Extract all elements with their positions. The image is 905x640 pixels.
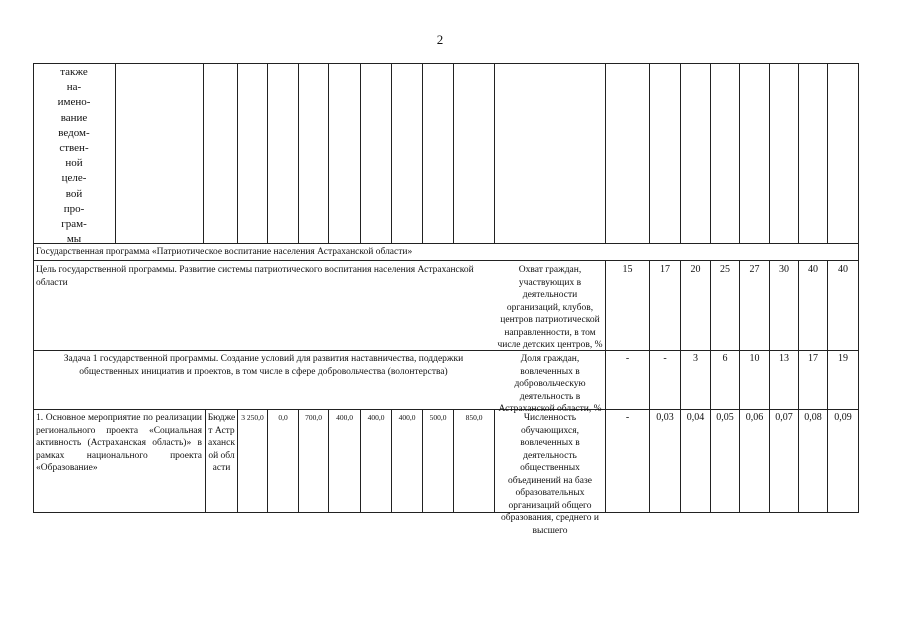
finance-value: 3 250,0 [241, 413, 264, 422]
header-word: целе- [61, 172, 87, 185]
activity-value: 0,09 [834, 412, 852, 423]
header-word: ной [65, 157, 83, 170]
finance-value: 500,0 [429, 413, 447, 422]
header-word: про- [63, 202, 85, 215]
goal-value: 25 [720, 264, 730, 275]
activity-value: 0,03 [656, 412, 674, 423]
task-value: - [663, 353, 667, 364]
activity-value: - [625, 412, 630, 423]
task-value: 6 [722, 353, 728, 364]
activity-indicator: Численность обучающихся, вовлеченных в деятельность общественных объединений на базе образовательных организаций общего образования, среднего и высшего [501, 413, 599, 536]
header-word: вание [60, 111, 88, 124]
activity-value: 0,06 [745, 412, 764, 423]
goal-value: 15 [622, 264, 633, 275]
header-word: мы [66, 233, 82, 246]
task-value: 17 [808, 353, 818, 364]
header-word: также [60, 66, 88, 78]
activity-text: 1. Основное мероприятие по реализации регионального проекта «Социальная активность (Астраханская область)» в рамках национального проекта «Образование» [36, 413, 202, 473]
first-column-header [37, 65, 111, 247]
page-number: 2 [436, 32, 444, 47]
finance-value: 0,0 [278, 413, 288, 422]
finance-value: 400,0 [367, 413, 385, 422]
finance-value: 850,0 [465, 413, 483, 422]
goal-value: 20 [690, 264, 701, 275]
program-table [33, 63, 859, 536]
header-word: вой [65, 187, 83, 200]
finance-value: 400,0 [336, 413, 353, 422]
header-word: ствен- [59, 142, 89, 155]
header-word: на- [66, 81, 82, 94]
goal-value: 30 [779, 264, 789, 275]
task-value: 10 [749, 353, 760, 364]
activity-value: 0,05 [716, 412, 734, 423]
goal-value: 40 [838, 264, 848, 275]
header-word: имено- [57, 96, 91, 109]
task-value: 3 [693, 353, 698, 364]
goal-value: 27 [749, 264, 760, 275]
goal-indicator: Охват граждан, участвующих в деятельности организаций, клубов, центров патриотической направленности, в том числе детских центров, % [497, 265, 603, 350]
activity-source: Бюджет Астраханской области [207, 413, 236, 473]
task-value: 13 [779, 353, 789, 364]
header-word: ведом- [58, 126, 90, 139]
finance-value: 700,0 [305, 413, 322, 422]
activity-value: 0,07 [775, 412, 793, 423]
task-value: - [625, 353, 630, 364]
task-value: 19 [838, 353, 848, 364]
goal-value: 17 [660, 264, 670, 275]
activity-value: 0,04 [686, 412, 705, 423]
program-title: Государственная программа «Патриотическое воспитание населения Астраханской области» [36, 247, 413, 257]
finance-value: 400,0 [398, 413, 416, 422]
header-word: грам- [61, 218, 87, 231]
task-indicator: Доля граждан, вовлеченных в добровольческую деятельность в Астраханской области, % [498, 354, 602, 414]
goal-value: 40 [808, 264, 818, 275]
task-text: Задача 1 государственной программы. Создание условий для развития наставничества, поддержки общественных инициатив и проектов, в том числе в сфере добровольчества (волонтерства) [63, 354, 464, 377]
goal-text: Цель государственной программы. Развитие системы патриотического воспитания населения Астраханской области [36, 265, 474, 288]
activity-value: 0,08 [804, 412, 822, 423]
